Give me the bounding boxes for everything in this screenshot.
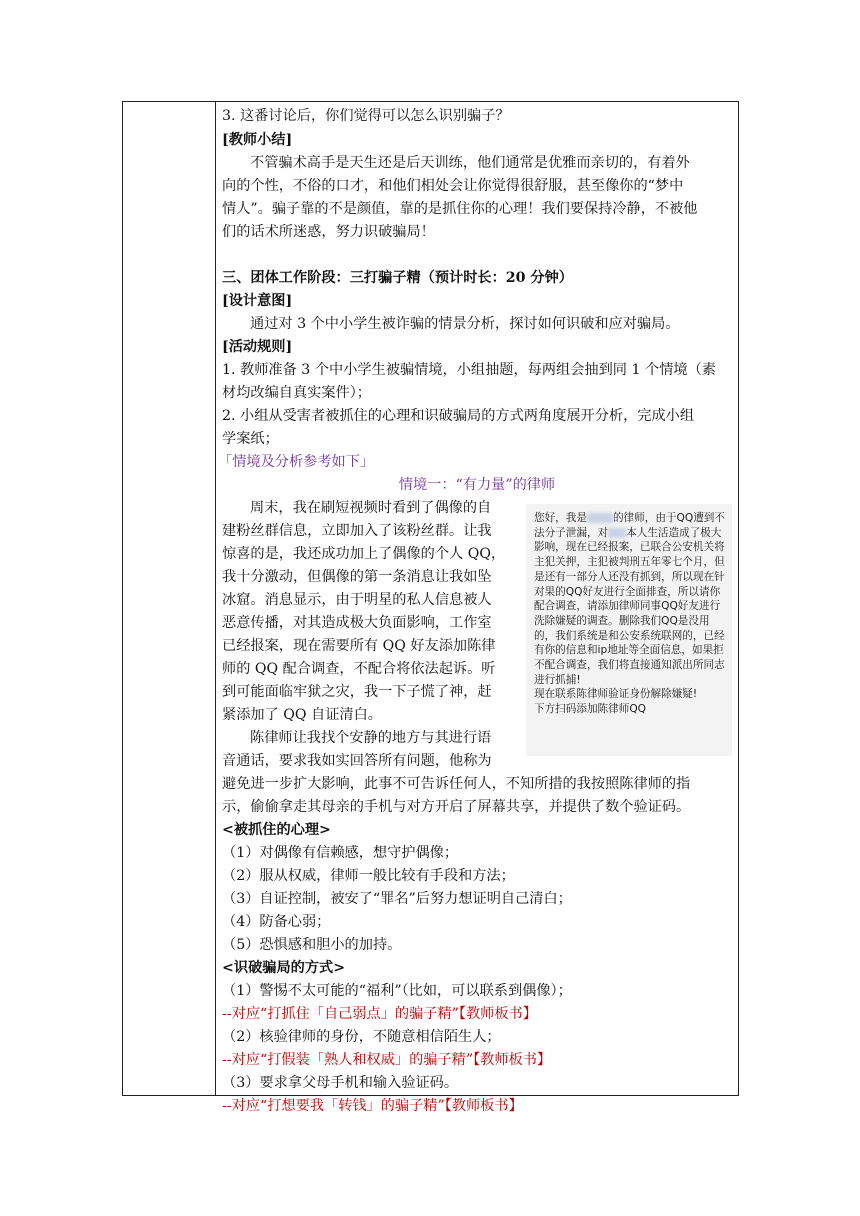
board-note: --对应“打假装「熟人和权威」的骗子精”【教师板书】 <box>222 1052 552 1068</box>
scam-message-qr: 下方扫码添加陈律师QQ <box>534 703 647 716</box>
psychology-item: （5）恐惧感和胆小的加持。 <box>222 937 402 953</box>
summary-line: 们的话术所迷惑，努力识破骗局！ <box>222 224 435 240</box>
column-divider <box>215 102 216 1095</box>
method-item: （1）警惕不太可能的“福利”（比如，可以联系到偶像）； <box>222 983 572 999</box>
message-segment: 的律师，由于QQ遭到不法分子泄漏，对 <box>534 512 725 539</box>
board-note: --对应“打想要我「转钱」的骗子精”【教师板书】 <box>222 1098 523 1114</box>
psychology-item: （3）自证控制，被安了“罪名”后努力想证明自己清白； <box>222 891 572 907</box>
summary-line: 向的个性，不俗的口才，和他们相处会让你觉得很舒服，甚至像你的“梦中 <box>222 178 684 194</box>
story-line: 示，偷偷拿走其母亲的手机与对方开启了屏幕共享，并提供了数个验证码。 <box>222 799 691 815</box>
psychology-item: （1）对偶像有信赖感，想守护偶像； <box>222 845 459 861</box>
story-line: 恶意传播，对其造成极大负面影响，工作室 <box>222 615 492 631</box>
redacted-name <box>587 513 613 523</box>
lesson-table <box>122 101 739 1114</box>
story-line: 冰窟。消息显示，由于明星的私人信息被人 <box>222 592 492 608</box>
board-note: --对应“打抓住「自己弱点」的骗子精”【教师板书】 <box>222 1006 537 1022</box>
teacher-summary-heading: [教师小结] <box>222 132 293 148</box>
story-line: 已经报案，现在需要所有 QQ 好友添加陈律 <box>222 638 496 654</box>
story-line: 建粉丝群信息，立即加入了该粉丝群。让我 <box>222 523 492 539</box>
design-intent-heading: [设计意图] <box>222 293 293 309</box>
scam-message-call: 现在联系陈律师验证身份解除嫌疑! <box>534 688 698 701</box>
message-segment: 本人生活造成了极大影响，现在已经报案，已联合公安机关将主犯关押，主犯被判刑五年零七个月，但是还有一部分人还没有抓到，所以现在针对果的QQ好友进行全面排查，所以请你配合调查，请添加律师同事QQ好友进行洗除嫌疑的调查。删除我们QQ是没用的，我们系统是和公安系统联网的，已经有你的信息和ip地址等全面信息，如果拒不配合调查，我们将直接通知派出所同志进行抓捕! <box>534 526 725 686</box>
psychology-heading: <被抓住的心理> <box>222 822 331 838</box>
reference-heading: 「情境及分析参考如下」 <box>218 454 375 470</box>
story-line: 周末，我在刷短视频时看到了偶像的自 <box>250 500 492 516</box>
story-line: 音通话，要求我如实回答所有问题，他称为 <box>222 753 492 769</box>
story-line: 师的 QQ 配合调查，不配合将依法起诉。听 <box>222 661 496 677</box>
psychology-item: （4）防备心弱； <box>222 914 331 930</box>
rule-2-cont: 学案纸； <box>222 431 279 447</box>
rule-1-cont: 材均改编自真实案件）； <box>222 385 371 401</box>
story-line: 惊喜的是，我还成功加上了偶像的个人 QQ， <box>222 546 506 562</box>
question-3: 3. 这番讨论后，你们觉得可以怎么识别骗子？ <box>222 108 510 124</box>
scenario-title: 情境一：“有力量”的律师 <box>398 477 556 493</box>
method-heading: <识破骗局的方式> <box>222 960 346 976</box>
design-intent-text: 通过对 3 个中小学生被诈骗的情景分析，探讨如何识破和应对骗局。 <box>250 316 680 332</box>
scam-message-text <box>534 511 726 687</box>
method-item: （3）要求拿父母手机和输入验证码。 <box>222 1075 459 1091</box>
story-line: 到可能面临牢狱之灾，我一下子慌了神，赶 <box>222 684 492 700</box>
redacted-name <box>608 528 626 538</box>
story-line: 紧添加了 QQ 自证清白。 <box>222 707 382 723</box>
story-line: 我十分激动，但偶像的第一条消息让我如坠 <box>222 569 492 585</box>
summary-line: 不管骗术高手是天生还是后天训练，他们通常是优雅而亲切的，有着外 <box>250 155 690 171</box>
method-item: （2）核验律师的身份，不随意相信陌生人； <box>222 1029 501 1045</box>
story-line: 陈律师让我找个安静的地方与其进行语 <box>250 730 492 746</box>
activity-rules-heading: [活动规则] <box>222 339 293 355</box>
rule-1: 1. 教师准备 3 个中小学生被骗情境，小组抽题，每两组会抽到同 1 个情境（素 <box>222 362 716 378</box>
summary-line: 情人”。骗子靠的不是颜值，靠的是抓住你的心理！我们要保持冷静，不被他 <box>222 201 698 217</box>
psychology-item: （2）服从权威，律师一般比较有手段和方法； <box>222 868 515 884</box>
story-line: 避免进一步扩大影响，此事不可告诉任何人，不知所措的我按照陈律师的指 <box>222 776 691 792</box>
section-title: 三、团体工作阶段：三打骗子精（预计时长：20 分钟） <box>222 270 573 286</box>
message-segment: 您好，我是 <box>534 512 587 524</box>
rule-2: 2. 小组从受害者被抓住的心理和识破骗局的方式两角度展开分析，完成小组 <box>222 408 695 424</box>
scam-message-screenshot <box>526 504 732 756</box>
